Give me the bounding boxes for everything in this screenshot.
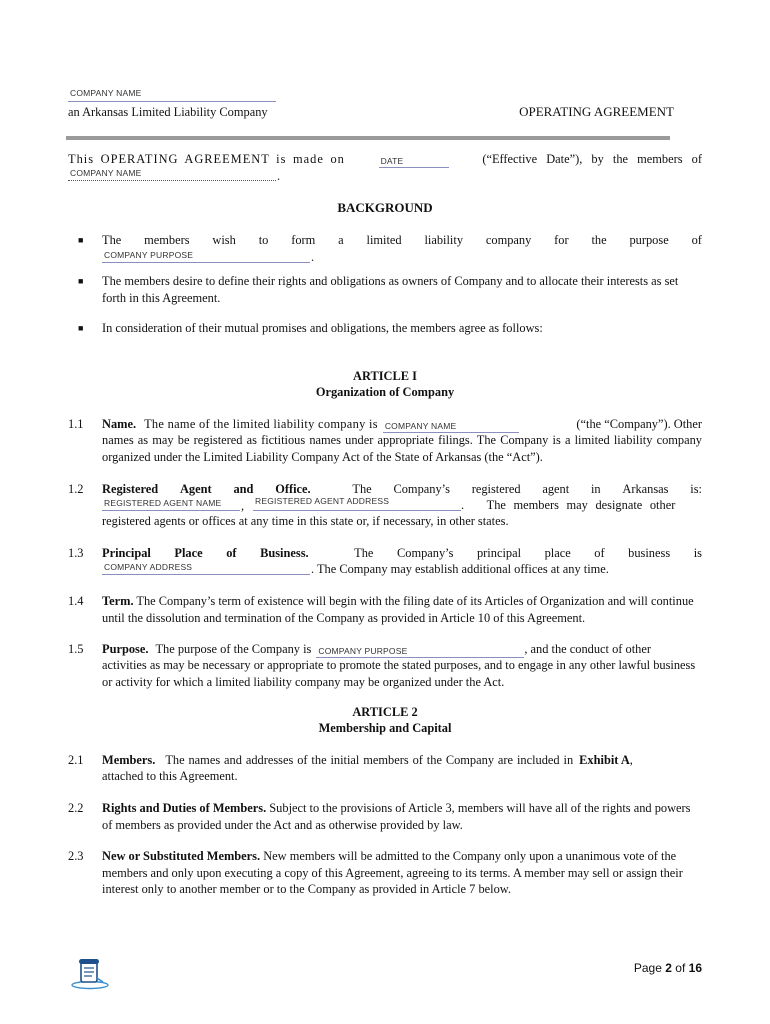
- intro-line: [68, 151, 702, 168]
- bullet-1-line: [102, 232, 702, 249]
- scroll-logo-icon: [70, 956, 110, 990]
- bullet-3-text: In consideration of their mutual promises and obligations, the members agree as follows:: [102, 321, 543, 335]
- section-heading: Business.: [260, 546, 309, 560]
- header-subtitle: an Arkansas Limited Liability Company: [68, 105, 268, 119]
- intro-date-field[interactable]: [379, 154, 449, 168]
- section-1-1-line: [102, 416, 702, 433]
- section-number: 1.2: [68, 482, 84, 496]
- section-text: (“the “Company”). Other: [576, 417, 702, 431]
- bullet-2-text: The members desire to define their rights and obligations as owners of Company and to allocate their interests as set forth in this Agreement.: [102, 274, 679, 305]
- word: purpose: [629, 233, 669, 247]
- section-2-3-text: [102, 848, 702, 898]
- word: The: [102, 233, 122, 247]
- field-label: DATE: [380, 155, 404, 166]
- company-address-field[interactable]: [102, 561, 310, 575]
- field-label: REGISTERED AGENT NAME: [104, 498, 222, 508]
- word: wish: [212, 233, 236, 247]
- bullet-1-end: .: [311, 250, 315, 264]
- intro-period: .: [277, 169, 281, 183]
- word: liability: [424, 233, 464, 247]
- article-1-subtitle: Organization of Company: [315, 385, 455, 399]
- word: form: [291, 233, 316, 247]
- section-text: The name of the limited liability company is: [144, 417, 378, 431]
- section-number: 1.4: [68, 594, 84, 608]
- section-heading: Members.: [102, 753, 156, 767]
- section-heading: of: [226, 546, 237, 560]
- page-word: Page: [633, 961, 662, 975]
- word: members: [144, 233, 190, 247]
- section-1-1-rest: names as may be registered as fictitious names under appropriate filings. The Company is a limited liability company organized under the Limited Liability Company Act of the State of Arkansas (the “Act”).: [102, 433, 702, 464]
- company-name-field[interactable]: [383, 419, 519, 433]
- page-current: 2: [665, 961, 672, 975]
- word: The: [352, 482, 372, 496]
- field-label: COMPANY NAME: [384, 420, 457, 431]
- field-label: COMPANY NAME: [70, 168, 142, 178]
- section-text: New members will be admitted to the Company only upon a unanimous vote of the members and only upon executing a copy of this Agreement, agreeing to its terms. A member may sell or assign their interest only to another member or to the Company as provided in Article 7 below.: [102, 849, 683, 896]
- section-2-2-text: [102, 800, 702, 833]
- comma: ,: [241, 499, 245, 513]
- article-2-title: ARTICLE 2: [352, 705, 418, 719]
- section-heading: and: [233, 482, 254, 496]
- section-heading: Office.: [275, 482, 311, 496]
- section-2-1-rest: attached to this Agreement.: [102, 769, 238, 783]
- bullet-2: ■: [78, 276, 84, 286]
- page-total: 16: [688, 961, 702, 975]
- field-label: REGISTERED AGENT ADDRESS: [255, 496, 390, 506]
- section-2-1-line: [102, 752, 702, 769]
- article-1-title: ARTICLE I: [353, 369, 417, 383]
- section-number: 1.1: [68, 417, 84, 431]
- section-heading: Registered: [102, 482, 159, 496]
- word: in: [590, 482, 601, 496]
- section-number: 2.1: [68, 753, 84, 767]
- word: to: [258, 233, 269, 247]
- word: The: [354, 546, 374, 560]
- exhibit-link[interactable]: Exhibit A: [579, 753, 630, 767]
- registered-agent-name-field[interactable]: [102, 497, 240, 511]
- section-heading: Place: [174, 546, 203, 560]
- page-indicator: [634, 961, 702, 975]
- section-heading: Purpose.: [102, 642, 149, 656]
- section-text: Subject to the provisions of Article 3, members will have all of the rights and powers of members as provided under the Act and as otherwise provided by law.: [102, 801, 691, 832]
- field-label: COMPANY PURPOSE: [318, 645, 408, 656]
- section-heading: Principal: [102, 546, 151, 560]
- section-heading: Rights and Duties of Members.: [102, 801, 267, 815]
- word: a: [338, 233, 344, 247]
- section-text: ,: [629, 753, 633, 767]
- header-divider: [66, 136, 670, 140]
- background-heading: BACKGROUND: [337, 200, 433, 215]
- section-number: 1.5: [68, 642, 84, 656]
- word: of: [691, 233, 702, 247]
- purpose-field-bg[interactable]: [102, 249, 310, 263]
- field-label: COMPANY NAME: [70, 88, 142, 98]
- section-1-5-line: [102, 641, 702, 658]
- word: Company’s: [393, 482, 450, 496]
- section-1-3-line: [102, 545, 702, 562]
- section-text: The names and addresses of the initial members of the Company are included in: [165, 753, 574, 767]
- word: Company’s: [396, 546, 454, 560]
- word: agent: [542, 482, 570, 496]
- intro-company-name-field[interactable]: [68, 168, 276, 181]
- word: Arkansas: [622, 482, 669, 496]
- doc-title: OPERATING AGREEMENT: [519, 104, 674, 119]
- section-1-5-rest: activities as may be necessary or appropriate to promote the stated purposes, and to engage in any other lawful business or activity for which a limited liability company may be organized under the Act.: [102, 658, 696, 689]
- word: company: [485, 233, 532, 247]
- header-company-name-field[interactable]: [68, 88, 276, 102]
- section-number: 1.3: [68, 546, 84, 560]
- section-text: The Company’s term of existence will begin with the filing date of its Articles of Organization and will continue until the dissolution and termination of the Company as provided in Article 10 of this Agreement.: [102, 594, 694, 625]
- section-text: The purpose of the Company is: [155, 642, 312, 656]
- company-purpose-field[interactable]: [316, 644, 524, 658]
- word: business: [628, 546, 671, 560]
- word: principal: [476, 546, 522, 560]
- page-of: of: [675, 961, 686, 975]
- registered-agent-address-field[interactable]: [253, 497, 461, 511]
- word: registered: [471, 482, 521, 496]
- word: limited: [366, 233, 402, 247]
- intro-text-b: (“Effective Date”), by the members of: [482, 152, 702, 166]
- section-heading: New or Substituted Members.: [102, 849, 261, 863]
- section-heading: Agent: [179, 482, 212, 496]
- field-label: COMPANY ADDRESS: [104, 562, 193, 572]
- article-2-subtitle: Membership and Capital: [318, 721, 452, 735]
- bullet-1: ■: [78, 235, 84, 245]
- section-number: 2.2: [68, 801, 84, 815]
- section-heading: Term.: [102, 594, 134, 608]
- word: for: [554, 233, 569, 247]
- section-1-4-text: [102, 593, 702, 626]
- section-number: 2.3: [68, 849, 84, 863]
- field-label: COMPANY PURPOSE: [104, 250, 194, 260]
- word: place: [544, 546, 571, 560]
- section-1-3-rest: . The Company may establish additional offices at any time.: [311, 562, 609, 576]
- intro-text-a: This OPERATING AGREEMENT is made on: [68, 152, 345, 166]
- section-heading: Name.: [102, 417, 137, 431]
- section-text: , and the conduct of other: [524, 642, 651, 656]
- word: is:: [690, 482, 702, 496]
- section-1-2-rest: registered agents or offices at any time in this state or, if necessary, in other states.: [102, 514, 509, 528]
- word: is: [693, 546, 702, 560]
- word: the: [591, 233, 607, 247]
- word: of: [594, 546, 605, 560]
- section-1-2-line: [102, 481, 702, 498]
- section-1-2-text-c: . The members may designate other: [461, 498, 676, 512]
- bullet-3: ■: [78, 323, 84, 333]
